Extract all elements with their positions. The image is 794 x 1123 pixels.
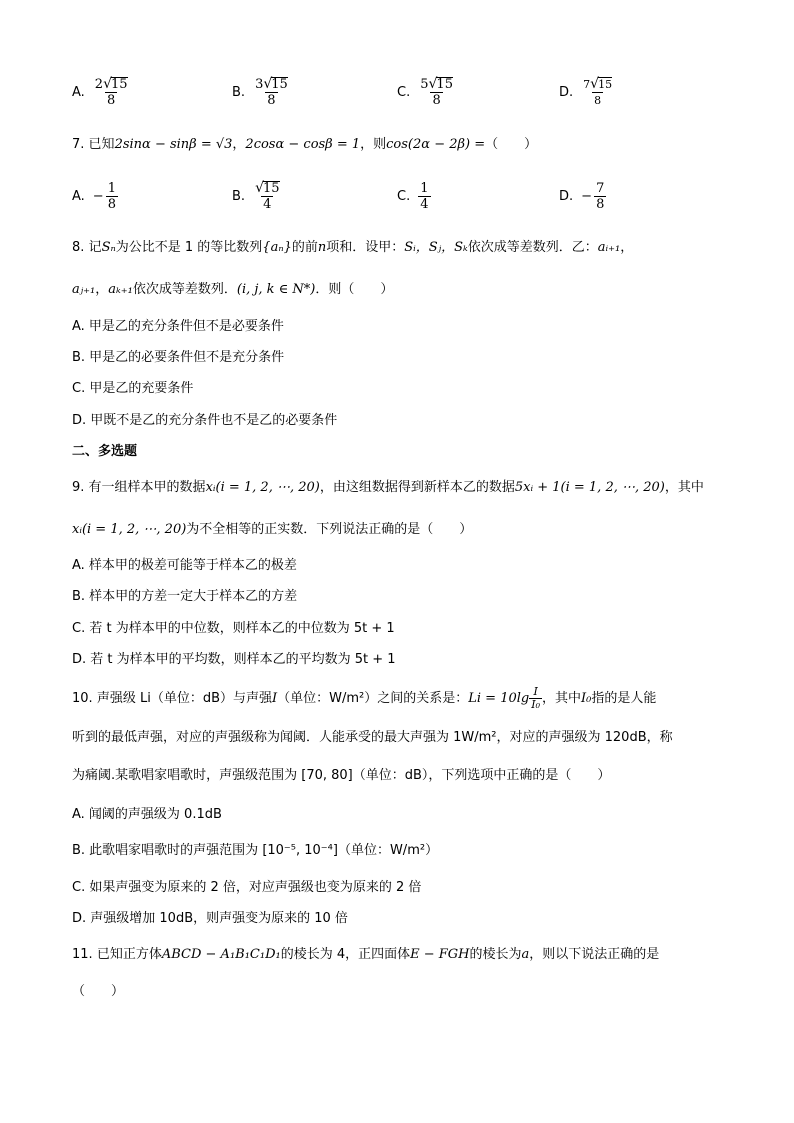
q7-stem: 7. 已知2sinα − sinβ = √3，2cosα − cosβ = 1，则cos(2α − 2β) =（ ） bbox=[72, 137, 538, 152]
q9-option-d[interactable]: D. 若 t 为样本甲的平均数，则样本乙的平均数为 5t + 1 bbox=[72, 652, 396, 667]
q10-option-b[interactable]: B. 此歌唱家唱歌时的声强范围为 [10⁻⁵, 10⁻⁴]（单位：W/m²） bbox=[72, 843, 439, 858]
q10-stem-line-1: 10. 声强级 Li（单位：dB）与声强I（单位：W/m²）之间的关系是：Li = 10lg $\frac{I}{\text{I₀}}$ ，其中I₀指的是人能 bbox=[72, 685, 657, 711]
q7-option-b[interactable]: B. √ 15 4 bbox=[232, 179, 280, 212]
q10-option-a[interactable]: A. 闻阈的声强级为 0.1dB bbox=[72, 807, 222, 822]
q10-stem-line-3: 为痛阈.某歌唱家唱歌时，声强级范围为 [70, 80]（单位：dB），下列选项中正确的是（ ） bbox=[72, 768, 611, 783]
q9-stem-line-2: xᵢ(i = 1, 2, ⋯, 20)为不全相等的正实数．下列说法正确的是（ ） bbox=[72, 522, 473, 537]
q9-stem-line-1: 9. 有一组样本甲的数据xᵢ(i = 1, 2, ⋯, 20)，由这组数据得到新样本乙的数据5xᵢ + 1(i = 1, 2, ⋯, 20)，其中 bbox=[72, 480, 704, 495]
fraction: 2 √ 15 8 bbox=[94, 75, 128, 108]
q8-option-a[interactable]: A. 甲是乙的充分条件但不是必要条件 bbox=[72, 319, 284, 334]
fraction: 5 √ 15 8 bbox=[420, 75, 453, 108]
q11-blank: （ ） bbox=[72, 984, 125, 999]
q8-stem-line-1: 8. 记Sₙ为公比不是 1 的等比数列{aₙ}的前n项和．设甲：Sᵢ，Sⱼ，Sₖ依次成等差数列．乙：aᵢ₊₁， bbox=[72, 240, 634, 255]
q7-option-a[interactable]: A. − $\frac{1}{8}$ bbox=[72, 180, 116, 212]
q9-option-a[interactable]: A. 样本甲的极差可能等于样本乙的极差 bbox=[72, 558, 297, 573]
q11-stem-line-1: 11. 已知正方体ABCD − A₁B₁C₁D₁的棱长为 4，正四面体E − FGH的棱长为a，则以下说法正确的是 bbox=[72, 947, 660, 962]
section-heading: 二、多选题 bbox=[72, 444, 138, 459]
fraction: $\frac{I}{\text{I₀}}$ bbox=[531, 685, 540, 711]
fraction: $\frac{1}{4}$ bbox=[420, 180, 429, 212]
q9-option-b[interactable]: B. 样本甲的方差一定大于样本乙的方差 bbox=[72, 589, 298, 604]
q8-option-d[interactable]: D. 甲既不是乙的充分条件也不是乙的必要条件 bbox=[72, 413, 338, 428]
q8-option-b[interactable]: B. 甲是乙的必要条件但不是充分条件 bbox=[72, 350, 285, 365]
q7-option-c[interactable]: C. $\frac{1}{4}$ bbox=[397, 180, 429, 212]
q6-option-d[interactable]: D. 7 √ 15 8 bbox=[559, 75, 613, 107]
q10-stem-line-2: 听到的最低声强，对应的声强级称为闻阈．人能承受的最大声强为 1W/m²，对应的声强级为 120dB，称 bbox=[72, 730, 673, 745]
fraction: $\frac{7}{8}$ bbox=[596, 180, 605, 212]
fraction: 7 √ 15 8 bbox=[583, 75, 613, 107]
q6-option-b[interactable]: B. 3 √ 15 8 bbox=[232, 75, 288, 108]
q6-options bbox=[72, 72, 722, 112]
q8-option-c[interactable]: C. 甲是乙的充要条件 bbox=[72, 381, 194, 396]
q9-option-c[interactable]: C. 若 t 为样本甲的中位数，则样本乙的中位数为 5t + 1 bbox=[72, 621, 395, 636]
q7-options bbox=[72, 176, 722, 216]
q6-option-c[interactable]: C. 5 √ 15 8 bbox=[397, 75, 453, 108]
q10-option-d[interactable]: D. 声强级增加 10dB，则声强变为原来的 10 倍 bbox=[72, 911, 348, 926]
q8-stem-line-2: aⱼ₊₁，aₖ₊₁依次成等差数列．(i, j, k ∈ N*)．则（ ） bbox=[72, 282, 394, 297]
q10-option-c[interactable]: C. 如果声强变为原来的 2 倍，对应声强级也变为原来的 2 倍 bbox=[72, 880, 422, 895]
fraction: $\frac{1}{8}$ bbox=[107, 180, 116, 212]
q7-option-d[interactable]: D. − $\frac{7}{8}$ bbox=[559, 180, 605, 212]
fraction: 3 √ 15 8 bbox=[255, 75, 288, 108]
q6-option-a[interactable]: A. 2 √ 15 8 bbox=[72, 75, 128, 108]
fraction: √ 15 4 bbox=[255, 179, 280, 212]
